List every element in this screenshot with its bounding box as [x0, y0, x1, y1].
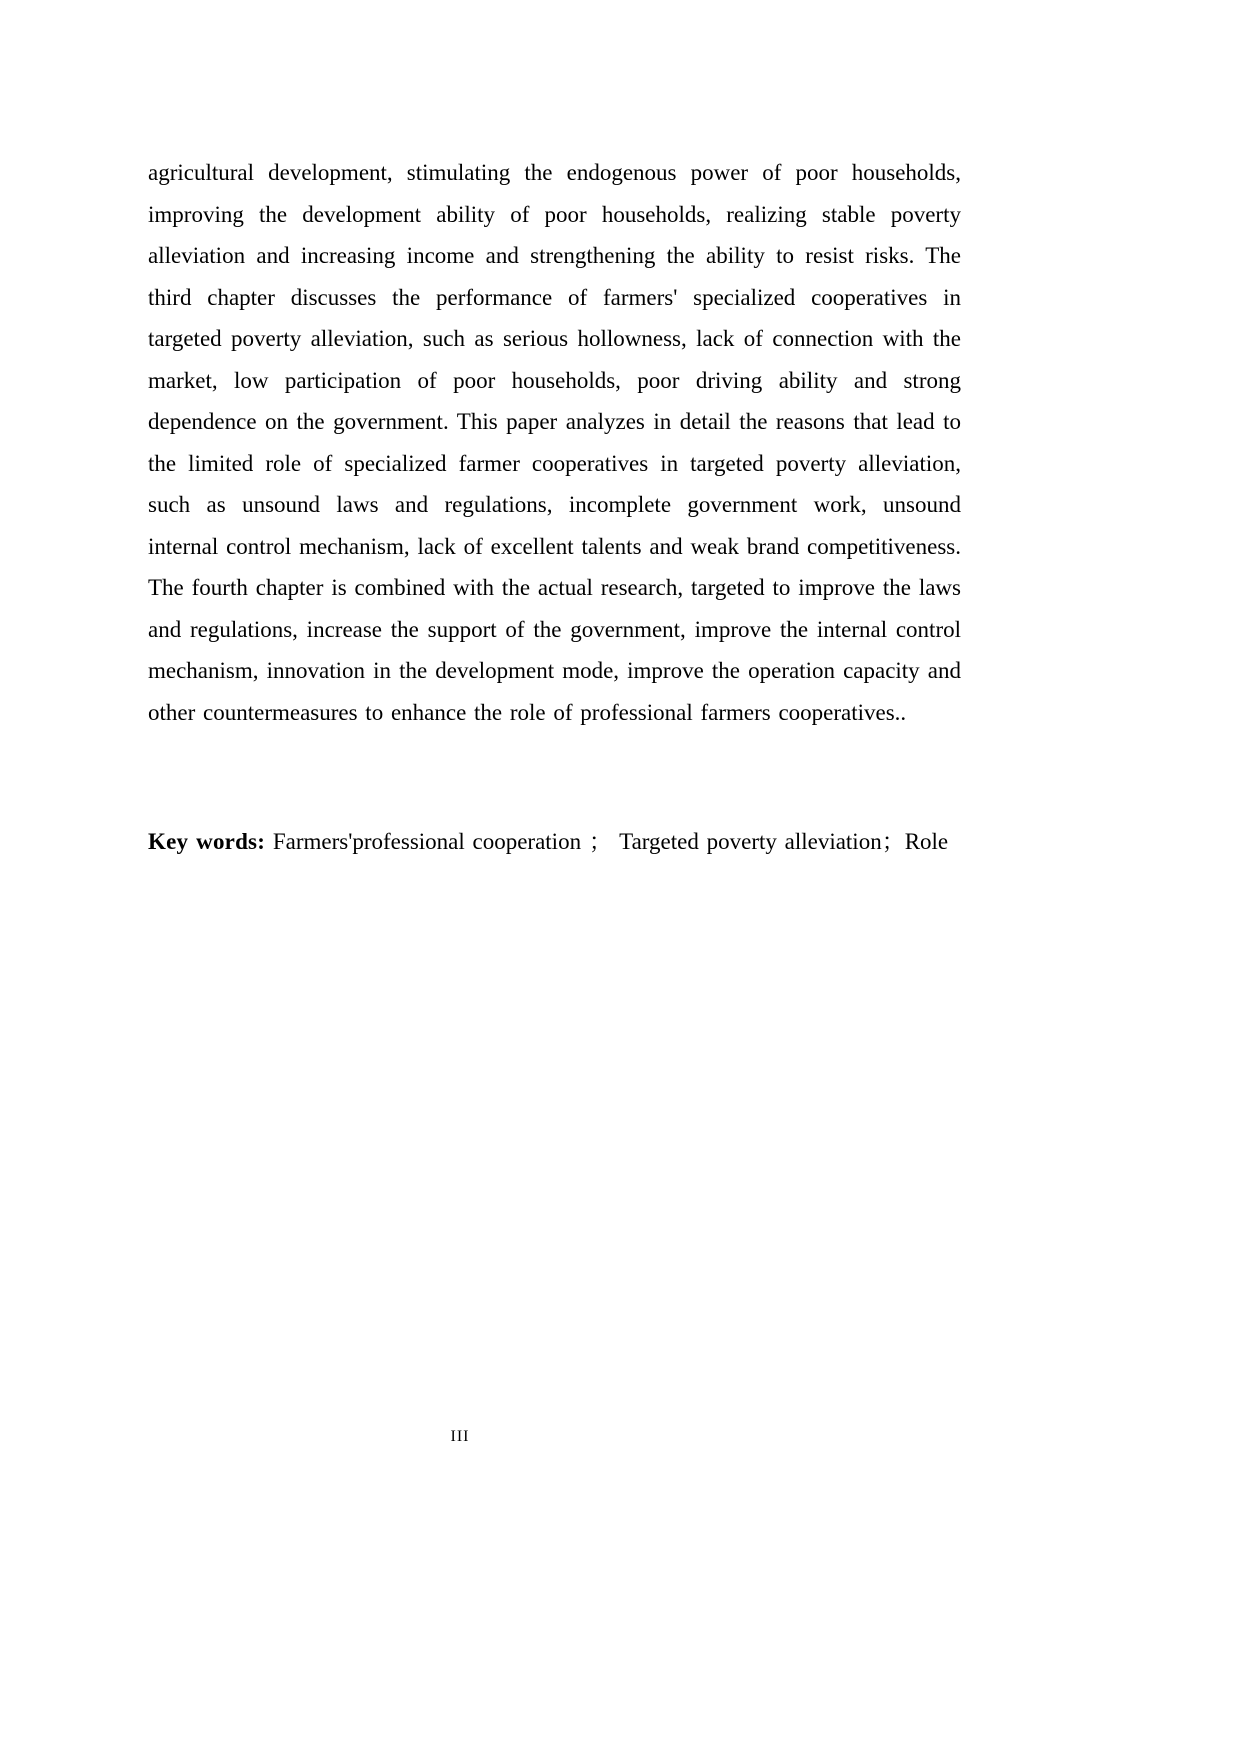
page-number: III — [450, 1428, 470, 1445]
keywords-paragraph — [148, 821, 961, 863]
keywords-text: Farmers'professional cooperation ； Targeted poverty alleviation；Role — [272, 829, 949, 854]
abstract-paragraph: agricultural development, stimulating the endogenous power of poor households, improving the development ability of poor households, realizing stable poverty alleviation and increasing income and strengthening the ability to resist risks. The third chapter discusses the performance of farmers' specialized cooperatives in targeted poverty alleviation, such as serious hollowness, lack of connection with the market, low participation of poor households, poor driving ability and strong dependence on the government. This paper analyzes in detail the reasons that lead to the limited role of specialized farmer cooperatives in targeted poverty alleviation, such as unsound laws and regulations, incomplete government work, unsound internal control mechanism, lack of excellent talents and weak brand competitiveness. The fourth chapter is combined with the actual research, targeted to improve the laws and regulations, increase the support of the government, improve the internal control mechanism, innovation in the development mode, improve the operation capacity and other countermeasures to enhance the role of professional farmers cooperatives.. — [148, 160, 961, 725]
keywords-label: Key words: — [148, 829, 266, 854]
page-content — [148, 152, 961, 863]
